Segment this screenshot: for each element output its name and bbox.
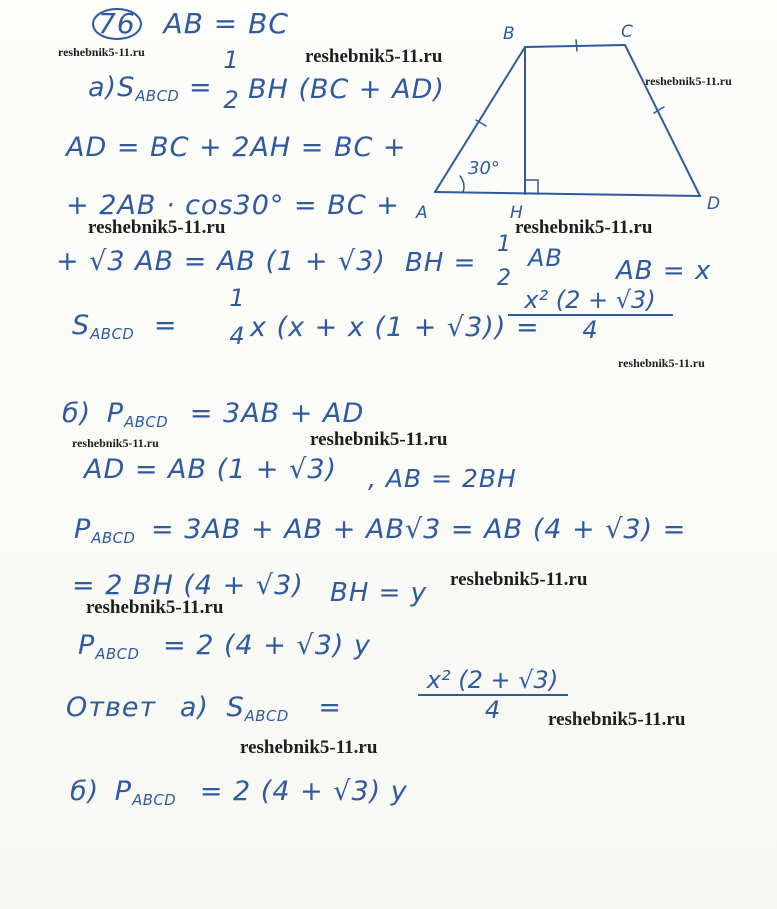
- perimeter-subscript-3: ABCD: [95, 645, 140, 664]
- bh-den: 2: [497, 266, 511, 291]
- watermark-7: reshebnik5-11.ru: [72, 436, 159, 450]
- side-cd: [625, 45, 700, 196]
- part-b-line5-rest: = 2 (4 + √3) y: [163, 630, 371, 661]
- perimeter-symbol: P: [106, 398, 125, 429]
- area-equals: =: [188, 72, 213, 103]
- watermark-1: reshebnik5-11.ru: [58, 45, 145, 59]
- watermark-9: reshebnik5-11.ru: [450, 569, 588, 590]
- perimeter-subscript-2: ABCD: [91, 529, 136, 548]
- label-d: D: [707, 194, 721, 214]
- part-b-line4b: BH = y: [330, 578, 428, 608]
- area-result-den: 4: [582, 316, 598, 344]
- answer-p: P: [114, 776, 133, 807]
- watermark-5: reshebnik5-11.ru: [515, 217, 653, 238]
- quarter-fraction: [226, 286, 248, 348]
- calc-eq: =: [153, 310, 178, 341]
- tick-bc: [576, 40, 577, 51]
- answer-num: x² (2 + √3): [426, 666, 559, 694]
- watermark-11: reshebnik5-11.ru: [548, 709, 686, 730]
- part-a-formula: [88, 74, 213, 104]
- label-c: C: [621, 22, 633, 42]
- part-b-line1-rest: = 3AB + AD: [189, 398, 365, 429]
- half-den: 2: [223, 86, 239, 114]
- part-b-line5: [78, 632, 371, 662]
- part-a-line4: + √3 AB = AB (1 + √3): [56, 246, 386, 277]
- answer-den: 4: [484, 696, 501, 724]
- side-ad: [435, 192, 700, 196]
- bh-prefix: BH =: [405, 248, 477, 278]
- answer-eq: =: [318, 692, 343, 723]
- watermark-6: reshebnik5-11.ru: [618, 356, 705, 370]
- area-subscript: ABCD: [135, 87, 180, 106]
- label-h: H: [510, 203, 523, 223]
- part-b-line1: [62, 400, 364, 430]
- area-result-fraction: [505, 288, 675, 342]
- header-line: [92, 8, 289, 40]
- watermark-8: reshebnik5-11.ru: [310, 429, 448, 450]
- side-bc: [525, 45, 625, 47]
- angle-label: 30°: [468, 158, 500, 179]
- half-fraction: [218, 48, 244, 112]
- answer-p-sub: ABCD: [132, 791, 177, 810]
- label-a: A: [416, 203, 428, 223]
- answer-s: S: [226, 692, 245, 723]
- answer-word: Ответ: [66, 692, 157, 723]
- area-rest: BH (BC + AD): [248, 74, 445, 105]
- watermark-10: reshebnik5-11.ru: [86, 597, 224, 618]
- answer-a-line: [66, 694, 342, 724]
- part-a-marker: а): [88, 72, 118, 103]
- perimeter-symbol-3: P: [78, 630, 96, 661]
- bh-num: 1: [497, 232, 511, 257]
- watermark-12: reshebnik5-11.ru: [240, 737, 378, 758]
- ab-equals-x: AB = x: [616, 256, 712, 286]
- part-b-line4: = 2 BH (4 + √3): [72, 570, 304, 601]
- quarter-den: 4: [229, 322, 245, 350]
- calc-s: S: [72, 310, 91, 341]
- quarter-num: 1: [229, 284, 245, 312]
- part-b-marker: б): [62, 398, 92, 429]
- area-symbol: S: [117, 72, 136, 103]
- perimeter-subscript: ABCD: [124, 413, 169, 432]
- part-a-line3: + 2AB · cos30° = BC +: [66, 190, 400, 221]
- watermark-2: reshebnik5-11.ru: [305, 46, 443, 67]
- angle-arc-a: [460, 176, 464, 192]
- label-b: B: [503, 24, 515, 44]
- part-a-line2: AD = BC + 2AH = BC +: [66, 132, 407, 163]
- right-angle-mark: [525, 180, 538, 194]
- perimeter-symbol-2: P: [74, 514, 92, 545]
- problem-number: 76: [92, 8, 142, 40]
- answer-b-rest: = 2 (4 + √3) y: [199, 776, 408, 807]
- header-condition: AB = BC: [163, 7, 289, 40]
- area-result-num: x² (2 + √3): [524, 286, 656, 314]
- calc-rest: x (x + x (1 + √3)) =: [250, 312, 540, 343]
- answer-s-sub: ABCD: [244, 707, 289, 726]
- bh-fraction: [493, 234, 515, 290]
- answer-b-marker: б): [70, 776, 100, 807]
- part-b-line3-rest: = 3AB + AB + AB√3 = AB (4 + √3) =: [151, 514, 687, 545]
- bh-rest: AB: [528, 244, 563, 272]
- calc-line: [72, 312, 178, 342]
- part-b-line2: AD = AB (1 + √3): [84, 454, 338, 485]
- calc-sub: ABCD: [90, 325, 135, 344]
- part-b-line2b: , AB = 2BH: [368, 464, 517, 493]
- answer-b-line: [70, 778, 408, 808]
- watermark-4: reshebnik5-11.ru: [88, 217, 226, 238]
- half-num: 1: [223, 46, 239, 74]
- answer-a-marker: а): [179, 692, 209, 723]
- part-b-line3: [74, 516, 686, 546]
- watermark-3: reshebnik5-11.ru: [645, 74, 732, 88]
